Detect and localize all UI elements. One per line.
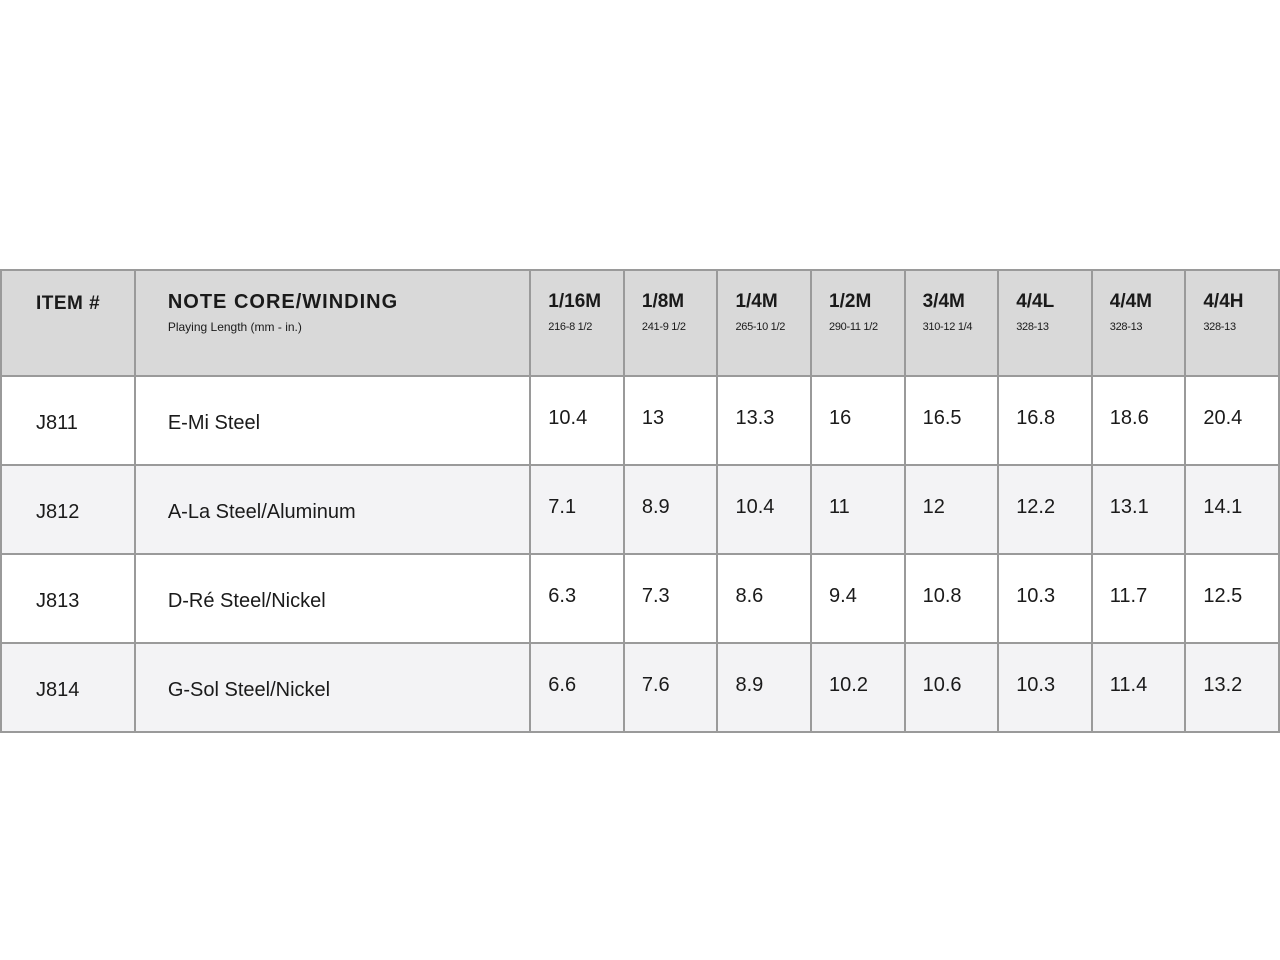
value-cell: 8.6 xyxy=(717,554,811,643)
value-cell: 9.4 xyxy=(811,554,905,643)
value-cell: 18.6 xyxy=(1092,376,1186,465)
size-label: 1/4M xyxy=(735,291,778,312)
value-cell: 10.2 xyxy=(811,643,905,732)
value-cell: 13.2 xyxy=(1185,643,1279,732)
value-cell: 12.5 xyxy=(1185,554,1279,643)
value-cell: 10.3 xyxy=(998,554,1092,643)
value-cell: 10.3 xyxy=(998,643,1092,732)
size-header-1-4m xyxy=(717,270,811,376)
playing-length-sublabel: Playing Length (mm - in.) xyxy=(167,320,302,334)
value-cell: 13.1 xyxy=(1092,465,1186,554)
table-row xyxy=(1,465,1279,554)
value-cell: 10.4 xyxy=(717,465,811,554)
value-cell: 6.6 xyxy=(530,643,624,732)
value-cell: 7.1 xyxy=(530,465,624,554)
size-label: 4/4L xyxy=(1016,291,1055,312)
size-label: 1/8M xyxy=(641,291,685,312)
value-cell: 7.6 xyxy=(624,643,718,732)
size-header-4-4l xyxy=(998,270,1092,376)
size-length: 328-13 xyxy=(1109,321,1143,333)
value-cell: 10.4 xyxy=(530,376,624,465)
size-length: 265-10 1/2 xyxy=(735,321,786,333)
note-cell: G-Sol Steel/Nickel xyxy=(135,643,530,732)
item-number-cell: J814 xyxy=(1,643,135,732)
value-cell: 8.9 xyxy=(717,643,811,732)
value-cell: 13.3 xyxy=(717,376,811,465)
size-header-3-4m xyxy=(905,270,999,376)
size-length: 310-12 1/4 xyxy=(922,321,973,333)
size-length: 216-8 1/2 xyxy=(548,321,593,333)
size-label: 4/4H xyxy=(1203,291,1244,312)
size-length: 290-11 1/2 xyxy=(829,321,878,333)
size-length: 241-9 1/2 xyxy=(641,321,686,333)
item-number-cell: J813 xyxy=(1,554,135,643)
note-cell: D-Ré Steel/Nickel xyxy=(135,554,530,643)
string-tension-table xyxy=(0,269,1280,733)
value-cell: 10.6 xyxy=(905,643,999,732)
size-label: 3/4M xyxy=(922,291,965,312)
header-row xyxy=(1,270,1279,376)
value-cell: 16.5 xyxy=(905,376,999,465)
item-number-cell: J812 xyxy=(1,465,135,554)
value-cell: 7.3 xyxy=(624,554,718,643)
note-core-winding-header xyxy=(135,270,530,376)
item-number-cell: J811 xyxy=(1,376,135,465)
table-row xyxy=(1,376,1279,465)
size-label: 1/16M xyxy=(548,291,602,312)
value-cell: 10.8 xyxy=(905,554,999,643)
value-cell: 20.4 xyxy=(1185,376,1279,465)
value-cell: 16 xyxy=(811,376,905,465)
size-length: 328-13 xyxy=(1203,321,1236,333)
table-row xyxy=(1,643,1279,732)
value-cell: 11.4 xyxy=(1092,643,1186,732)
value-cell: 11 xyxy=(811,465,905,554)
size-header-4-4h xyxy=(1185,270,1279,376)
note-core-winding-title: NOTE CORE/WINDING xyxy=(167,291,399,313)
size-label: 1/2M xyxy=(829,291,872,312)
size-length: 328-13 xyxy=(1016,321,1049,333)
note-cell: E-Mi Steel xyxy=(135,376,530,465)
value-cell: 8.9 xyxy=(624,465,718,554)
value-cell: 12 xyxy=(905,465,999,554)
note-cell: A-La Steel/Aluminum xyxy=(135,465,530,554)
size-header-1-2m xyxy=(811,270,905,376)
value-cell: 6.3 xyxy=(530,554,624,643)
value-cell: 13 xyxy=(624,376,718,465)
size-header-4-4m xyxy=(1092,270,1186,376)
value-cell: 11.7 xyxy=(1092,554,1186,643)
table-row xyxy=(1,554,1279,643)
size-header-1-8m xyxy=(624,270,718,376)
size-label: 4/4M xyxy=(1109,291,1153,312)
value-cell: 14.1 xyxy=(1185,465,1279,554)
item-number-header: ITEM # xyxy=(1,270,135,376)
table-header xyxy=(1,270,1279,376)
value-cell: 16.8 xyxy=(998,376,1092,465)
size-header-1-16m xyxy=(530,270,624,376)
value-cell: 12.2 xyxy=(998,465,1092,554)
table-body xyxy=(1,376,1279,732)
